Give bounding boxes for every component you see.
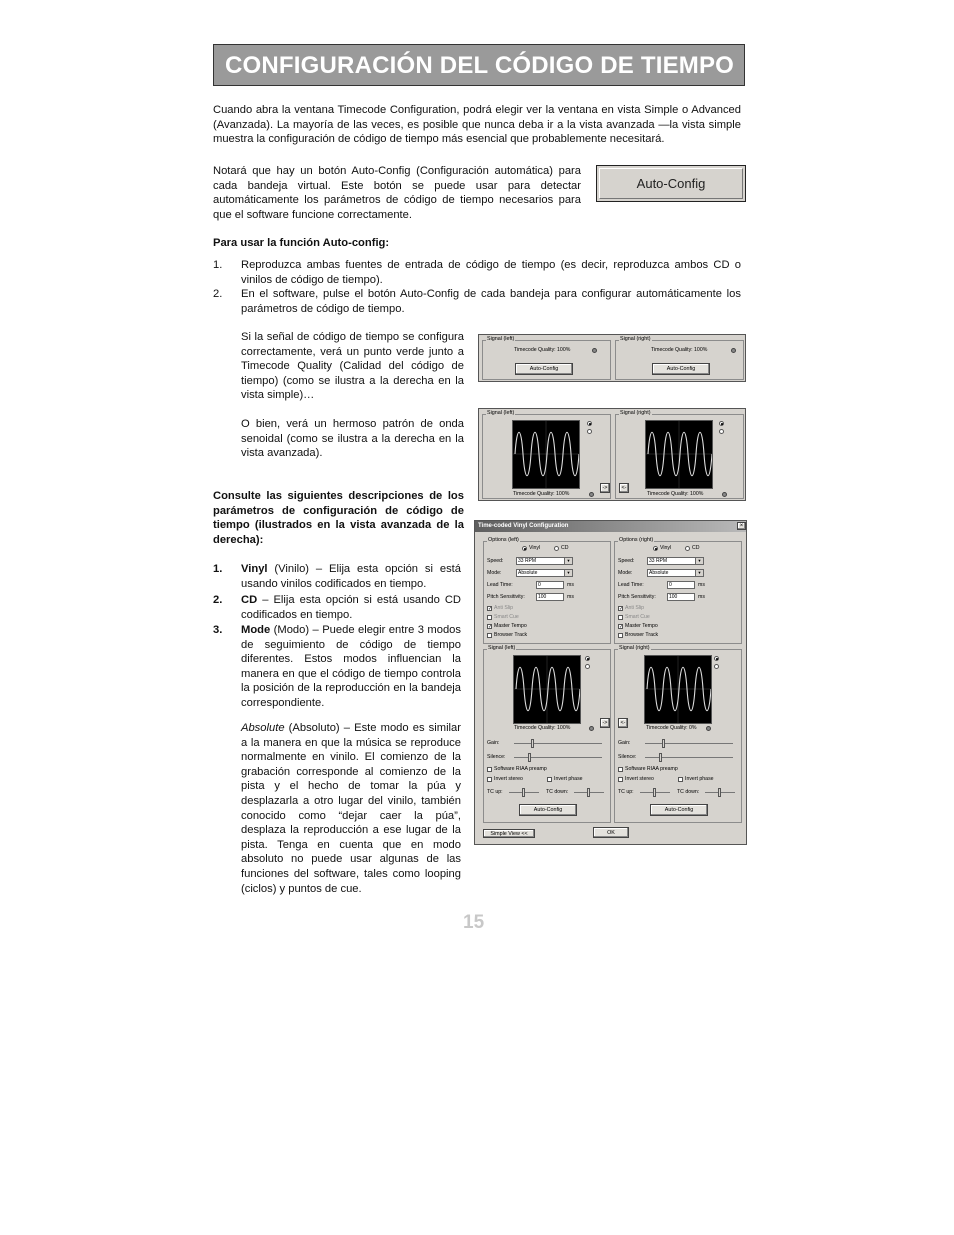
ms-label: ms — [567, 594, 574, 600]
riaa-checkbox[interactable] — [618, 767, 623, 772]
invert-phase-checkbox[interactable] — [678, 777, 683, 782]
group-label: Signal (right) — [620, 410, 651, 416]
absolute-desc: (Absoluto) – Este modo es similar a la manera en que la música se reproduce normalmente en vinilo. El comienzo de la grabación corresponde al comienzo de la pista y el hecho de tomar la púa y desplazarla a otro lugar del vinilo, también conocido como “dejar caer la púa”, desplaza la reproducción a ese lugar de la pista. Tenga en cuenta que en modo absoluto no puede usar algunas de las funciones del software, tales como looping (ciclos) y puntos de cue. — [241, 722, 461, 895]
tc-up-slider-thumb[interactable] — [522, 788, 525, 797]
arrow-right-button[interactable]: -> — [600, 718, 610, 728]
close-icon[interactable]: × — [737, 522, 746, 530]
lead-time-input[interactable]: 0 — [667, 581, 695, 589]
param-number: 2. — [213, 594, 223, 606]
param-number: 1. — [213, 563, 223, 575]
absolute-description — [241, 721, 461, 896]
group-label: Signal (right) — [619, 645, 650, 651]
browser-track-checkbox[interactable] — [618, 633, 623, 638]
arrow-right-button[interactable]: -> — [600, 483, 610, 493]
params-heading: Consulte las siguientes descripciones de los parámetros de configuración de código de tiempo (ilustrados en la vista avanzada de la derecha): — [213, 490, 464, 546]
oscilloscope — [645, 420, 713, 489]
group-label: Signal (left) — [487, 336, 515, 342]
speed-select[interactable] — [647, 557, 704, 565]
gain-slider[interactable] — [645, 743, 733, 744]
chevron-down-icon: ▼ — [695, 570, 703, 576]
param-number: 3. — [213, 624, 223, 636]
radio-cd[interactable] — [585, 664, 590, 669]
pitch-sens-input[interactable]: 100 — [536, 593, 564, 601]
param-term: CD — [241, 594, 258, 606]
pitch-sens-input[interactable]: 100 — [667, 593, 695, 601]
smart-cue-label: Smart Cue — [625, 614, 650, 620]
howto-heading: Para usar la función Auto-config: — [213, 237, 390, 249]
signal-left-group — [482, 336, 611, 380]
param-desc: – Elija esta opción si está usando CD codificados en tiempo. — [241, 594, 461, 621]
lead-time-input[interactable]: 0 — [536, 581, 564, 589]
signal-simple-paragraph: Si la señal de código de tiempo se configura correctamente, verá un punto verde junto a Timecode Quality (Calidad del código de tiempo) (como se ilustra a la derecha en la vista simple)… — [241, 331, 464, 402]
tc-quality-label: Timecode Quality: 100% — [514, 725, 571, 731]
smart-cue-checkbox[interactable] — [487, 615, 492, 620]
autoconfig-button[interactable]: Auto-Config — [599, 168, 743, 199]
autoconfig-left-button[interactable]: Auto-Config — [515, 363, 573, 375]
quality-indicator-icon — [731, 348, 736, 353]
oscilloscope — [644, 655, 712, 724]
invert-stereo-label: Invert stereo — [625, 776, 654, 782]
silence-label: Silence: — [618, 754, 637, 760]
autoconfig-right-button[interactable]: Auto-Config — [650, 804, 708, 816]
arrow-left-button[interactable]: <- — [619, 483, 629, 493]
radio-cd[interactable] — [554, 546, 559, 551]
ms-label: ms — [567, 582, 574, 588]
autoconfig-right-button[interactable]: Auto-Config — [652, 363, 710, 375]
smart-cue-label: Smart Cue — [494, 614, 519, 620]
chevron-down-icon: ▼ — [695, 558, 703, 564]
speed-value: 33 RPM — [649, 558, 668, 564]
invert-stereo-label: Invert stereo — [494, 776, 523, 782]
mode-label: Mode: — [487, 570, 502, 576]
cd-label: CD — [692, 545, 700, 551]
quality-indicator-icon — [589, 726, 594, 731]
lead-time-label: Lead Time: — [618, 582, 644, 588]
tc-quality-label: Timecode Quality: 0% — [646, 725, 697, 731]
radio-vinyl[interactable] — [587, 421, 592, 426]
group-label: Signal (right) — [620, 336, 651, 342]
gain-slider-thumb[interactable] — [531, 739, 534, 748]
autoconfig-left-button[interactable]: Auto-Config — [519, 804, 577, 816]
radio-cd[interactable] — [685, 546, 690, 551]
signal-advanced-paragraph: O bien, verá un hermoso patrón de onda senoidal (como se ilustra a la derecha en la vista avanzada). — [241, 418, 464, 460]
step-text: En el software, pulse el botón Auto-Config de cada bandeja para configurar automáticamente los parámetros de código de tiempo. — [241, 288, 741, 315]
tc-up-label: TC up: — [618, 789, 634, 795]
tc-quality-label: Timecode Quality: 100% — [651, 347, 708, 353]
invert-stereo-checkbox[interactable] — [618, 777, 623, 782]
signal-right-group — [614, 645, 742, 823]
signal-left-group — [482, 410, 611, 499]
signal-right-group — [615, 336, 744, 380]
radio-cd[interactable] — [714, 664, 719, 669]
invert-phase-label: Invert phase — [685, 776, 714, 782]
param-cd — [241, 593, 461, 622]
param-mode — [241, 623, 461, 711]
gain-label: Gain: — [487, 740, 500, 746]
gain-slider[interactable] — [514, 743, 602, 744]
advanced-signal-screenshot — [478, 408, 746, 501]
browser-track-label: Browser Track — [494, 632, 528, 638]
chevron-down-icon: ▼ — [564, 570, 572, 576]
browser-track-checkbox[interactable] — [487, 633, 492, 638]
radio-cd[interactable] — [587, 429, 592, 434]
mode-label: Mode: — [618, 570, 633, 576]
master-tempo-label: Master Tempo — [625, 623, 658, 629]
cd-label: CD — [561, 545, 569, 551]
silence-label: Silence: — [487, 754, 506, 760]
radio-vinyl[interactable] — [522, 546, 527, 551]
master-tempo-checkbox[interactable]: ✓ — [488, 624, 493, 630]
intro-paragraph: Cuando abra la ventana Timecode Configuration, podrá elegir ver la ventana en vista Simple o Advanced (Avanzada). La mayoría de las veces, es posible que nunca deba ir a la vista avanzada —la vista simple muestra la configuración de código de tiempo más esencial que probablemente necesitará. — [213, 104, 741, 146]
group-label: Options (left) — [488, 537, 519, 543]
param-vinyl — [241, 562, 461, 591]
riaa-checkbox[interactable] — [487, 767, 492, 772]
page-title: CONFIGURACIÓN DEL CÓDIGO DE TIEMPO — [225, 52, 735, 79]
tc-up-label: TC up: — [487, 789, 503, 795]
mode-value: Absolute — [518, 570, 538, 576]
options-right-group — [614, 537, 742, 644]
quality-indicator-icon — [722, 492, 727, 497]
quality-indicator-icon — [592, 348, 597, 353]
gain-slider-thumb[interactable] — [662, 739, 665, 748]
vinyl-label: Vinyl — [660, 545, 672, 551]
tc-down-slider-thumb[interactable] — [587, 788, 590, 797]
group-label: Signal (left) — [487, 410, 515, 416]
lead-time-label: Lead Time: — [487, 582, 513, 588]
step-number: 2. — [213, 288, 223, 300]
title-banner — [213, 44, 745, 86]
invert-phase-label: Invert phase — [554, 776, 583, 782]
radio-cd[interactable] — [719, 429, 724, 434]
anti-slip-label: Anti Slip — [625, 605, 645, 611]
anti-slip-checkbox[interactable]: ✓ — [488, 606, 493, 612]
mode-select[interactable] — [647, 569, 704, 577]
smart-cue-checkbox[interactable] — [618, 615, 623, 620]
ms-label: ms — [698, 582, 705, 588]
vinyl-label: Vinyl — [529, 545, 541, 551]
signal-right-group — [615, 410, 744, 499]
mode-select[interactable] — [516, 569, 573, 577]
speed-label: Speed: — [487, 558, 504, 564]
master-tempo-checkbox[interactable]: ✓ — [619, 624, 624, 630]
tc-quality-label: Timecode Quality: 100% — [513, 491, 570, 497]
signal-left-group — [483, 645, 611, 823]
autoconfig-button-illustration — [596, 165, 746, 202]
riaa-label: Software RIAA preamp — [625, 766, 678, 772]
param-term: Vinyl — [241, 563, 268, 575]
simple-view-screenshot — [478, 334, 746, 382]
pitch-sens-label: Pitch Sensitivity: — [487, 594, 525, 600]
quality-indicator-icon — [589, 492, 594, 497]
group-label: Signal (left) — [488, 645, 516, 651]
invert-stereo-checkbox[interactable] — [487, 777, 492, 782]
page-number: 15 — [463, 912, 485, 933]
param-desc: (Vinilo) – Elija esta opción si está usando vinilos codificados en tiempo. — [241, 563, 461, 590]
chevron-down-icon: ▼ — [564, 558, 572, 564]
ms-label: ms — [698, 594, 705, 600]
tc-quality-label: Timecode Quality: 100% — [647, 491, 704, 497]
param-desc: (Modo) – Puede elegir entre 3 modos de seguimiento de código de tiempo diferentes. Estos modos influencian la manera en que el código de tiempo controla la posición de la reproducción en la bandeja correspondiente. — [241, 624, 461, 709]
ok-button[interactable]: OK — [593, 827, 629, 838]
tc-down-label: TC down: — [677, 789, 700, 795]
browser-track-label: Browser Track — [625, 632, 659, 638]
tc-down-slider-thumb[interactable] — [718, 788, 721, 797]
group-label: Options (right) — [619, 537, 654, 543]
mode-value: Absolute — [649, 570, 669, 576]
pitch-sens-label: Pitch Sensitivity: — [618, 594, 656, 600]
absolute-term: Absolute — [241, 722, 285, 734]
arrow-left-button[interactable]: <- — [618, 718, 628, 728]
step-number: 1. — [213, 259, 223, 271]
radio-vinyl[interactable] — [585, 656, 590, 661]
tc-up-slider-thumb[interactable] — [653, 788, 656, 797]
simple-view-button[interactable]: Simple View << — [483, 829, 535, 838]
riaa-label: Software RIAA preamp — [494, 766, 547, 772]
speed-label: Speed: — [618, 558, 635, 564]
autoconfig-paragraph: Notará que hay un botón Auto-Config (Configuración automática) para cada bandeja virtual. Este botón se puede usar para detectar automáticamente los parámetros de código de tiempo necesarios para que el software funcione correctamente. — [213, 165, 581, 221]
param-term: Mode — [241, 624, 271, 636]
step-text: Reproduzca ambas fuentes de entrada de código de tiempo (es decir, reproduzca ambos CD o vinilos de código de tiempo). — [241, 259, 741, 286]
dialog-title: Time-coded Vinyl Configuration — [478, 523, 569, 529]
master-tempo-label: Master Tempo — [494, 623, 527, 629]
vinyl-config-dialog — [474, 520, 747, 845]
anti-slip-label: Anti Slip — [494, 605, 514, 611]
anti-slip-checkbox[interactable]: ✓ — [619, 606, 624, 612]
tc-down-label: TC down: — [546, 789, 569, 795]
speed-value: 33 RPM — [518, 558, 537, 564]
dialog-titlebar — [475, 521, 746, 532]
tc-quality-label: Timecode Quality: 100% — [514, 347, 571, 353]
invert-phase-checkbox[interactable] — [547, 777, 552, 782]
oscilloscope — [512, 420, 580, 489]
radio-vinyl[interactable] — [719, 421, 724, 426]
speed-select[interactable] — [516, 557, 573, 565]
oscilloscope — [513, 655, 581, 724]
silence-slider-thumb[interactable] — [528, 753, 531, 762]
radio-vinyl[interactable] — [714, 656, 719, 661]
quality-indicator-icon — [706, 726, 711, 731]
options-left-group — [483, 537, 611, 644]
radio-vinyl[interactable] — [653, 546, 658, 551]
silence-slider-thumb[interactable] — [659, 753, 662, 762]
gain-label: Gain: — [618, 740, 631, 746]
